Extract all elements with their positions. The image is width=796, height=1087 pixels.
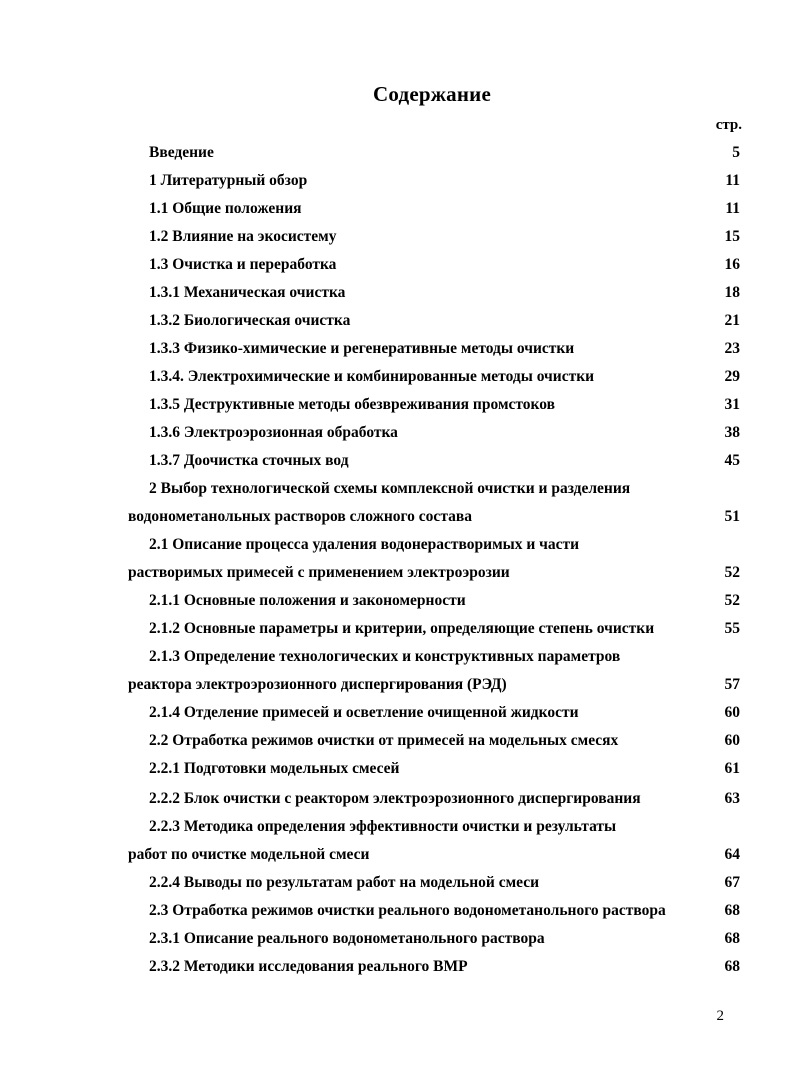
toc-entry bbox=[0, 925, 796, 953]
toc-entry bbox=[0, 195, 796, 223]
toc-entry-page: 68 bbox=[724, 902, 740, 919]
toc-entry-text: 1.3.7 Доочистка сточных вод bbox=[149, 452, 349, 469]
toc-entry-page: 31 bbox=[724, 396, 740, 413]
toc-entry-page: 63 bbox=[724, 790, 740, 807]
toc-entry-page: 52 bbox=[724, 564, 740, 581]
toc-entry-page: 29 bbox=[724, 368, 740, 385]
toc-entry-page: 51 bbox=[724, 508, 740, 525]
toc-entry bbox=[0, 167, 796, 195]
toc-entry bbox=[0, 755, 796, 783]
toc-entry-text: 2 Выбор технологической схемы комплексной очистки и разделения bbox=[149, 480, 631, 497]
toc-entry-text: 2.2.4 Выводы по результатам работ на модельной смеси bbox=[149, 874, 540, 891]
toc-entry bbox=[0, 587, 796, 615]
page-number: 2 bbox=[716, 1008, 724, 1024]
toc-entry-text: 2.1.2 Основные параметры и критерии, определяющие степень очистки bbox=[149, 620, 655, 637]
toc-entry-page: 16 bbox=[724, 256, 740, 273]
toc-entry bbox=[0, 223, 796, 251]
toc-entry bbox=[0, 447, 796, 475]
toc-entry-text: 1.3.4. Электрохимические и комбинированные методы очистки bbox=[149, 368, 595, 385]
toc-entry bbox=[0, 475, 796, 503]
toc-entry bbox=[0, 813, 796, 841]
toc-entry bbox=[0, 251, 796, 279]
toc-entry-text: 2.1 Описание процесса удаления водонерастворимых и части bbox=[149, 536, 580, 553]
page-column-label: стр. bbox=[715, 117, 742, 133]
page-title: Содержание bbox=[373, 82, 491, 106]
toc-entry-page: 23 bbox=[724, 340, 740, 357]
toc-entry-text: 2.1.1 Основные положения и закономерности bbox=[149, 592, 466, 609]
toc-entry-page: 67 bbox=[724, 874, 740, 891]
toc-entry-continuation bbox=[0, 559, 796, 587]
toc-entry-page: 38 bbox=[724, 424, 740, 441]
toc-entry-text: Введение bbox=[149, 144, 214, 161]
toc-entry-text: 1 Литературный обзор bbox=[149, 172, 308, 189]
toc-entry-text: 2.2.2 Блок очистки с реактором электроэрозионного диспергирования bbox=[149, 790, 641, 807]
toc-entry-text: работ по очистке модельной смеси bbox=[128, 846, 370, 863]
toc-entry-page: 11 bbox=[725, 172, 740, 189]
toc-entry-continuation bbox=[0, 671, 796, 699]
toc-entry-text: 2.1.3 Определение технологических и конструктивных параметров bbox=[149, 648, 621, 665]
toc-entry bbox=[0, 307, 796, 335]
toc-entry-continuation bbox=[0, 503, 796, 531]
toc-entry-text: 1.2 Влияние на экосистему bbox=[149, 228, 337, 245]
toc-entry-page: 18 bbox=[724, 284, 740, 301]
toc-entry-page: 60 bbox=[724, 704, 740, 721]
toc-entry-text: 2.3 Отработка режимов очистки реального водонометанольного раствора bbox=[149, 902, 666, 919]
toc-entry-text: 2.2.3 Методика определения эффективности очистки и результаты bbox=[149, 818, 617, 835]
toc-entry bbox=[0, 139, 796, 167]
toc-entry bbox=[0, 699, 796, 727]
toc-entry-text: 1.3.5 Деструктивные методы обезвреживания промстоков bbox=[149, 396, 555, 413]
toc-entry-text: 2.3.2 Методики исследования реального ВМР bbox=[149, 958, 468, 975]
toc-entry-text: 2.3.1 Описание реального водонометанольного раствора bbox=[149, 930, 545, 947]
toc-entry-page: 57 bbox=[724, 676, 740, 693]
toc-entry bbox=[0, 897, 796, 925]
toc-entry bbox=[0, 615, 796, 643]
toc-entry-page: 45 bbox=[724, 452, 740, 469]
toc-entry bbox=[0, 643, 796, 671]
toc-entry bbox=[0, 335, 796, 363]
toc-entry bbox=[0, 785, 796, 813]
toc-entry-page: 60 bbox=[724, 732, 740, 749]
toc-entry-page: 52 bbox=[724, 592, 740, 609]
toc-entry-text: водонометанольных растворов сложного состава bbox=[128, 508, 472, 525]
toc-entry-text: 1.3.2 Биологическая очистка bbox=[149, 312, 351, 329]
toc-entry-page: 5 bbox=[732, 144, 740, 161]
toc-entry-text: 1.1 Общие положения bbox=[149, 200, 302, 217]
toc-entry-continuation bbox=[0, 841, 796, 869]
toc-entry-text: 2.1.4 Отделение примесей и осветление очищенной жидкости bbox=[149, 704, 579, 721]
toc-entry-page: 15 bbox=[724, 228, 740, 245]
toc-entry-text: реактора электроэрозионного диспергирования (РЭД) bbox=[128, 676, 507, 693]
toc-entry-page: 68 bbox=[724, 958, 740, 975]
toc-entry-page: 68 bbox=[724, 930, 740, 947]
toc-entry-text: 1.3.6 Электроэрозионная обработка bbox=[149, 424, 398, 441]
toc-entry-page: 55 bbox=[724, 620, 740, 637]
toc-entry-text: растворимых примесей с применением электроэрозии bbox=[128, 564, 510, 581]
toc-entry-text: 2.2.1 Подготовки модельных смесей bbox=[149, 760, 400, 777]
toc-entry bbox=[0, 279, 796, 307]
toc-entry-text: 2.2 Отработка режимов очистки от примесей на модельных смесях bbox=[149, 732, 619, 749]
toc-entry bbox=[0, 363, 796, 391]
toc-entry-text: 1.3 Очистка и переработка bbox=[149, 256, 337, 273]
toc-entry bbox=[0, 391, 796, 419]
toc-entry-text: 1.3.1 Механическая очистка bbox=[149, 284, 346, 301]
toc-entry bbox=[0, 727, 796, 755]
toc-entry-page: 21 bbox=[724, 312, 740, 329]
toc-entry-page: 11 bbox=[725, 200, 740, 217]
toc-entry bbox=[0, 869, 796, 897]
toc-entry bbox=[0, 531, 796, 559]
toc-entry bbox=[0, 953, 796, 981]
toc-entry bbox=[0, 419, 796, 447]
toc-entry-page: 64 bbox=[724, 846, 740, 863]
toc-entry-page: 61 bbox=[724, 760, 740, 777]
toc-entry-text: 1.3.3 Физико-химические и регенеративные методы очистки bbox=[149, 340, 575, 357]
